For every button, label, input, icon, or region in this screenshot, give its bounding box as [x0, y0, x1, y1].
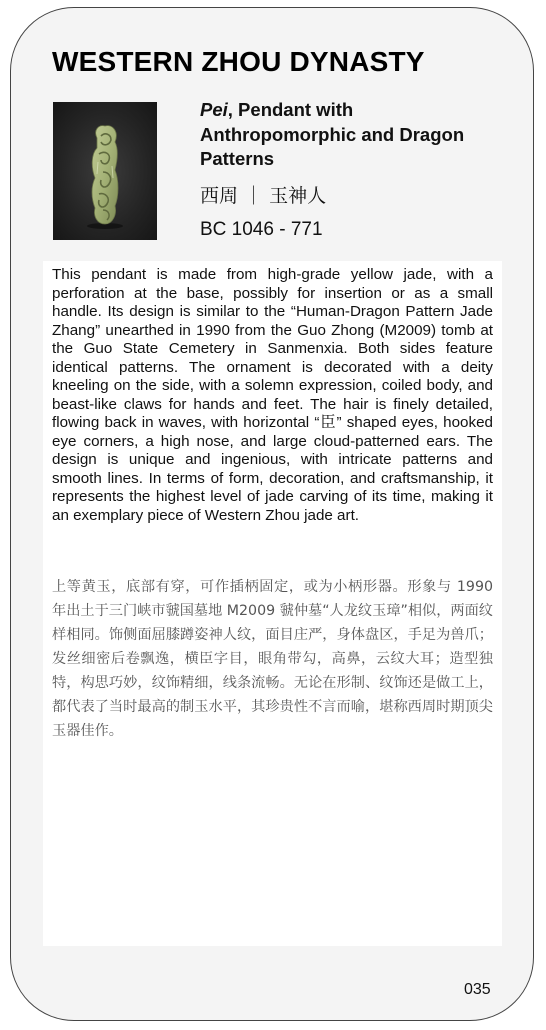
chinese-description: 上等黄玉，底部有穿，可作插柄固定，或为小柄形器。形象与 1990 年出土于三门峡市虢国墓地 M2009 虢仲墓“人龙纹玉璋”相似，两面纹样相同。饰侧面屈膝蹲姿神人纹，面目庄严，身体盘区，手足为兽爪；发丝细密后卷飘逸，横臣字目，眼角带勾，高鼻，云纹大耳；造型独特，构思巧妙，纹饰精细，线条流畅。无论在形制、纹饰还是做工上，都代表了当时最高的制玉水平，其珍贵性不言而喻，堪称西周时期顶尖玉器佳作。 [52, 579, 493, 739]
chinese-title: 西周 ｜ 玉神人 [200, 185, 327, 207]
artifact-image [53, 102, 157, 240]
artifact-name-rest: , Pendant with Anthropomorphic and Dragon Patterns [200, 99, 465, 169]
artifact-dates: BC 1046 - 771 [200, 219, 323, 240]
page-number: 035 [464, 981, 491, 998]
jade-pendant-illustration [53, 102, 157, 240]
english-description: This pendant is made from high-grade yellow jade, with a perforation at the base, possibly for insertion or as a small handle. Its design is similar to the “Human-Dragon Pattern Jade Zhang” unearthed in 1990 from the Guo Zhong (M2009) tomb at the Guo State Cemetery in Sanmenxia. Both sides feature identical patterns. The ornament is decorated with a deity kneeling on the side, with a solemn expression, coiled body, and beast-like claws for hands and feet. The hair is finely detailed, flowing back in waves, with horizontal “臣” shaped eyes, hooked eye corners, a high nose, and large cloud-patterned ears. The design is unique and ingenious, with intricate patterns and smooth lines. In terms of form, decoration, and craftsmanship, it represents the highest level of jade carving of its time, making it an exemplary piece of Western Zhou jade art. [52, 266, 493, 524]
artifact-name-italic: Pei [200, 99, 228, 120]
artifact-name [200, 98, 500, 172]
dynasty-title: WESTERN ZHOU DYNASTY [52, 46, 425, 77]
